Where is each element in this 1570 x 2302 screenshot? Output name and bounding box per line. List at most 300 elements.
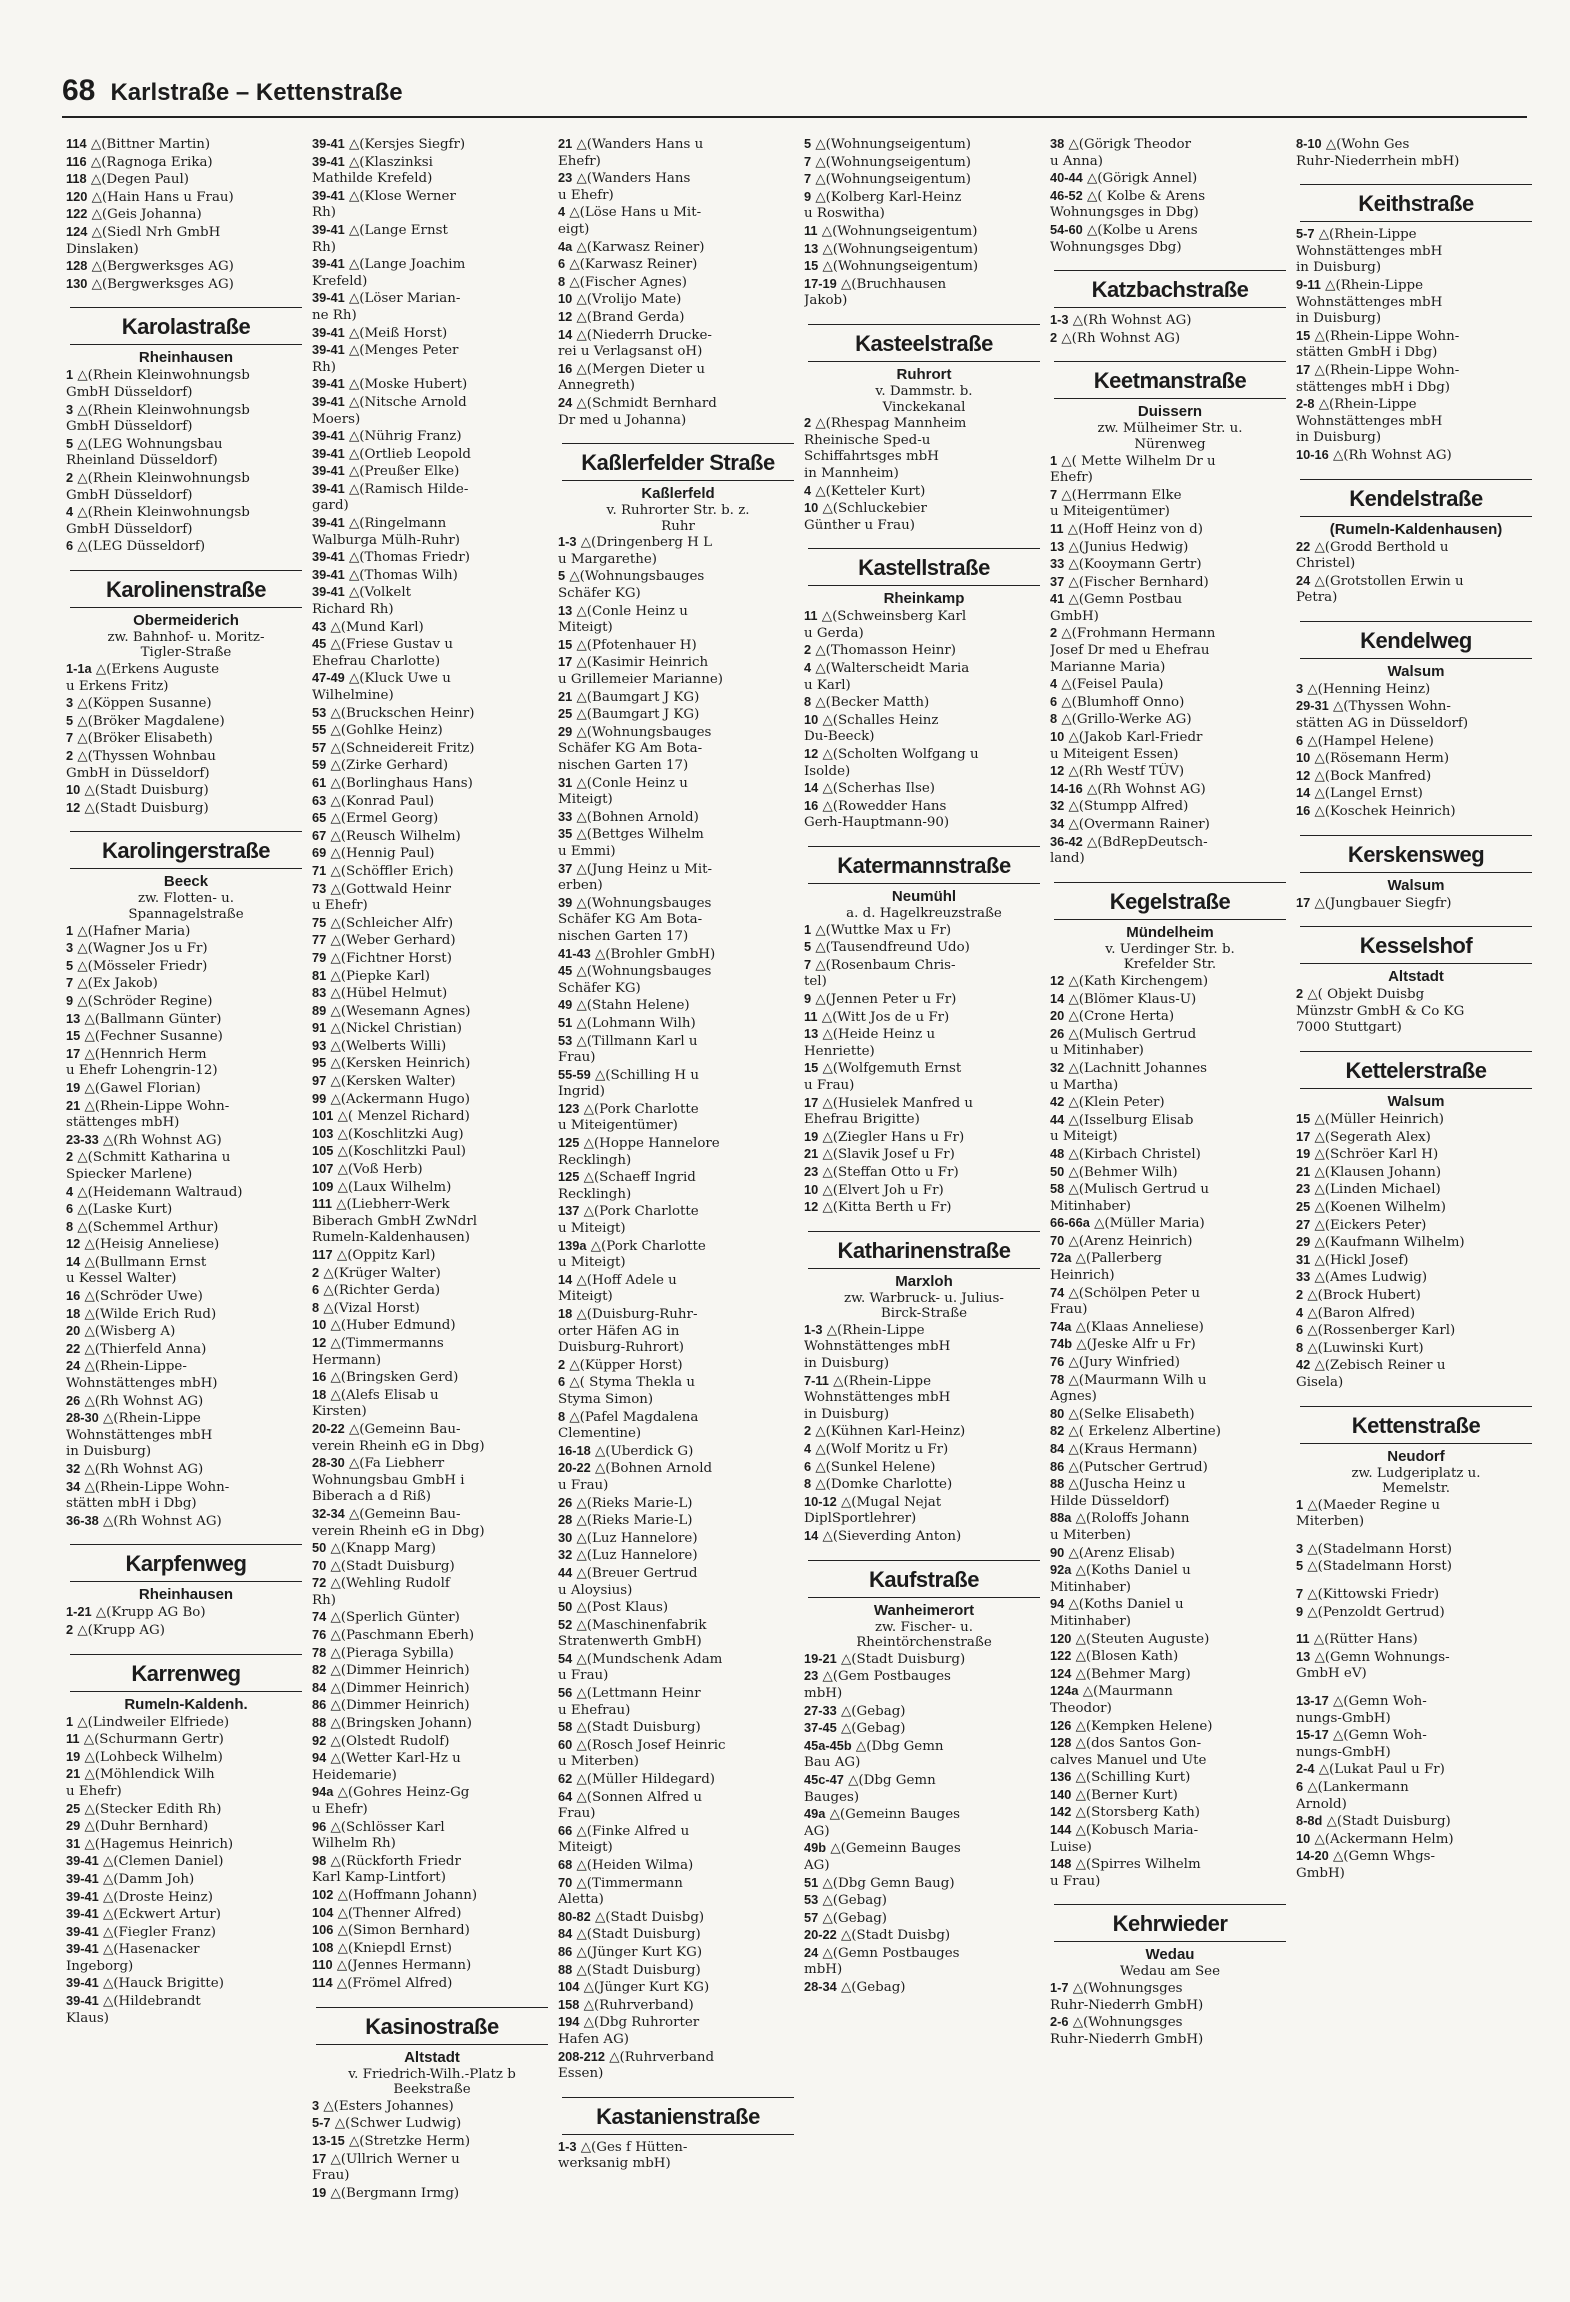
entry-continuation: Miterben) <box>1296 1514 1365 1530</box>
house-number: 1 <box>1296 1496 1304 1512</box>
address-entry <box>558 204 798 222</box>
owner-text: △(Heide Heinz u <box>818 1027 936 1043</box>
owner-text: △(Fechner Susanne) <box>80 1029 223 1045</box>
house-number: 3 <box>66 940 74 956</box>
house-number: 8 <box>1296 1339 1304 1355</box>
house-number: 2 <box>66 1149 74 1165</box>
owner-text: △(Wohnungseigentum) <box>811 154 972 170</box>
divider <box>1300 658 1532 659</box>
owner-text: △(Rhein-Lippe <box>1314 397 1417 413</box>
owner-text: △(Köppen Susanne) <box>73 696 212 712</box>
house-number: 3 <box>1296 680 1304 696</box>
district-name: Wedau <box>1145 1946 1195 1964</box>
divider <box>1300 516 1532 517</box>
owner-text: △(Hain Hans u Frau) <box>87 189 234 205</box>
owner-text: △(Ziegler Hans u Fr) <box>818 1129 965 1145</box>
address-entry <box>66 958 306 976</box>
address-entry <box>558 395 798 413</box>
address-entry <box>312 1161 552 1179</box>
address-entry <box>1296 986 1536 1004</box>
owner-text: △(Tausendfreund Udo) <box>811 940 970 956</box>
entry-continuation: u Frau) <box>804 1077 855 1093</box>
divider <box>808 1560 1040 1561</box>
house-number: 39-41 <box>312 153 345 169</box>
entry-continuation: u Gerda) <box>804 625 864 641</box>
owner-text: △(Kittowski Friedr) <box>1303 1587 1440 1603</box>
address-entry <box>558 775 798 793</box>
owner-text: △(Jakob Karl-Friedr <box>1064 730 1203 746</box>
house-number: 5 <box>66 435 74 451</box>
address-entry <box>804 1979 1044 1997</box>
house-number: 5 <box>1296 1558 1304 1574</box>
owner-text: △(Kitta Berth u Fr) <box>818 1200 952 1216</box>
owner-text: △(Stretzke Herm) <box>344 2133 471 2149</box>
address-entry <box>312 1003 552 1021</box>
owner-text: △(Isselburg Elisab <box>1064 1112 1194 1128</box>
house-number: 120 <box>1050 1630 1072 1646</box>
street-range: Ruhr <box>661 518 695 534</box>
address-entry <box>558 534 798 552</box>
owner-text: △(Gebag) <box>818 1893 887 1909</box>
divider <box>70 1544 302 1545</box>
owner-text: △(Scholten Wolfgang u <box>818 747 979 763</box>
address-entry <box>1050 1233 1290 1251</box>
house-number: 5 <box>804 939 812 955</box>
owner-text: △(Heiden Wilma) <box>572 1858 694 1873</box>
address-entry <box>66 1871 306 1889</box>
address-entry <box>558 1272 798 1290</box>
house-number: 10 <box>66 782 81 798</box>
address-entry <box>1296 698 1536 716</box>
address-entry <box>1050 816 1290 834</box>
house-number: 84 <box>312 1679 327 1695</box>
house-number: 34 <box>66 1478 81 1494</box>
entry-continuation: u Anna) <box>1050 153 1104 169</box>
address-entry <box>804 276 1044 294</box>
house-number: 5 <box>804 136 812 151</box>
house-number: 4 <box>804 1441 812 1457</box>
address-entry <box>1296 1497 1536 1515</box>
address-entry <box>1050 453 1290 471</box>
address-entry <box>558 1857 798 1875</box>
address-entry <box>1050 1856 1290 1874</box>
address-entry <box>312 1750 552 1768</box>
house-number: 8 <box>558 1408 566 1424</box>
address-entry <box>558 1015 798 1033</box>
owner-text: △(Kolberg Karl-Heinz <box>811 189 962 205</box>
house-number: 97 <box>312 1073 327 1089</box>
address-entry <box>558 654 798 672</box>
owner-text: △(Konrad Paul) <box>326 793 435 809</box>
entry-continuation: stätten AG in Düsseldorf) <box>1296 716 1469 732</box>
address-entry <box>66 136 306 154</box>
entry-continuation: Clementine) <box>558 1426 642 1442</box>
columns <box>66 136 1536 2286</box>
street-heading <box>1050 1904 1290 1942</box>
owner-text: △(Wohnungsbauges <box>572 964 712 980</box>
house-number: 15 <box>558 636 573 652</box>
owner-text: △(Moske Hubert) <box>344 377 468 393</box>
house-number: 2 <box>804 1423 812 1439</box>
owner-text: △(Ruhrverband <box>604 2049 715 2065</box>
owner-text: △(Junius Hedwig) <box>1064 539 1189 555</box>
owner-text: △(Thenner Alfred) <box>333 1905 462 1921</box>
owner-text: △(Möhlendick Wilh <box>80 1767 215 1783</box>
address-entry <box>804 241 1044 259</box>
entry-continuation: Mitinhaber) <box>1050 1613 1132 1629</box>
spacer <box>1296 1621 1536 1631</box>
address-entry <box>1296 136 1536 154</box>
house-number: 52 <box>558 1616 573 1632</box>
owner-text: △(Görigk Annel) <box>1082 171 1198 187</box>
district-name: Rumeln-Kaldenh. <box>124 1695 248 1713</box>
address-entry <box>66 695 306 713</box>
house-number: 16 <box>1296 803 1311 819</box>
house-number: 10 <box>1296 750 1311 766</box>
divider <box>70 1654 302 1655</box>
owner-text: △(Wilde Erich Rud) <box>80 1306 217 1322</box>
house-number: 44 <box>558 1564 573 1580</box>
house-number: 39-41 <box>312 393 345 409</box>
owner-text: △(Pafel Magdalena <box>565 1409 699 1425</box>
house-number: 70 <box>1050 1232 1065 1248</box>
entry-continuation: Ruhr-Niederrhein mbH) <box>1296 153 1460 169</box>
house-number: 2 <box>1296 1286 1304 1302</box>
house-number: 22 <box>1296 538 1311 554</box>
address-entry <box>1050 1406 1290 1424</box>
house-number: 103 <box>312 1125 334 1141</box>
owner-text: △(Karwasz Reiner) <box>572 239 705 255</box>
owner-text: △(Ames Ludwig) <box>1310 1270 1428 1286</box>
divider <box>808 883 1040 884</box>
house-number: 19-21 <box>804 1650 837 1666</box>
house-number: 91 <box>312 1020 327 1036</box>
address-entry <box>558 361 798 379</box>
house-number: 28-30 <box>312 1455 345 1471</box>
entry-continuation: u Kessel Walter) <box>66 1271 177 1287</box>
entry-continuation: Miteigt) <box>558 620 613 636</box>
house-number: 54 <box>558 1650 573 1666</box>
address-entry <box>1050 1718 1290 1736</box>
owner-text: △(Sieverding Anton) <box>818 1529 962 1544</box>
entry-continuation: Karl Kamp-Lintfort) <box>312 1870 446 1886</box>
address-entry <box>66 154 306 172</box>
address-entry <box>558 1719 798 1737</box>
house-number: 8 <box>804 1476 812 1492</box>
house-number: 15 <box>804 1060 819 1076</box>
address-entry <box>558 274 798 292</box>
divider <box>1054 882 1286 883</box>
house-number: 15 <box>1296 1111 1311 1126</box>
divider <box>808 846 1040 847</box>
owner-text: △( Mette Wilhelm Dr u <box>1057 453 1216 469</box>
owner-text: △(Wolfgemuth Ernst <box>818 1061 962 1077</box>
entry-continuation: Wohnungsbau GmbH i <box>312 1472 465 1488</box>
owner-text: △(Preußer Elke) <box>344 464 460 480</box>
entry-continuation: Agnes) <box>1050 1389 1097 1405</box>
owner-text: △(Olstedt Rudolf) <box>326 1733 450 1749</box>
house-number: 7 <box>1050 486 1058 502</box>
divider <box>70 344 302 345</box>
address-entry <box>804 189 1044 207</box>
divider <box>808 1597 1040 1598</box>
owner-text: △(Post Klaus) <box>572 1600 669 1616</box>
entry-continuation: in Duisburg) <box>804 1356 890 1372</box>
owner-text: △(Mergen Dieter u <box>572 361 705 377</box>
entry-continuation: nischen Garten 17) <box>558 758 689 773</box>
entry-continuation: Marianne Maria) <box>1050 659 1166 675</box>
owner-text: △(Gohlke Heinz) <box>326 723 443 739</box>
entry-continuation: Walburga Mülh-Ruhr) <box>312 532 460 548</box>
owner-text: △(Gemeinn Bau- <box>344 1421 461 1437</box>
owner-text: △(Stadt Duisburg) <box>572 1927 701 1943</box>
owner-text: △(Maschinenfabrik <box>572 1617 707 1633</box>
address-entry <box>66 1993 306 2011</box>
house-number: 37 <box>1050 573 1065 589</box>
owner-text: △(Linden Michael) <box>1310 1182 1441 1198</box>
address-entry <box>804 1164 1044 1182</box>
divider <box>808 585 1040 586</box>
owner-text: △(Siedl Nrh GmbH <box>87 224 221 240</box>
address-entry <box>558 997 798 1015</box>
house-number: 78 <box>1050 1371 1065 1387</box>
address-entry <box>312 1540 552 1558</box>
address-entry <box>1050 170 1290 188</box>
owner-text: △(Wohnungseigentum) <box>818 241 979 257</box>
house-number: 86 <box>312 1697 327 1713</box>
house-number: 148 <box>1050 1856 1072 1872</box>
entry-continuation: Schäfer KG) <box>558 980 641 996</box>
entry-continuation: Duisburg-Ruhrort) <box>558 1340 685 1356</box>
street-heading <box>804 846 1044 884</box>
owner-text: △(Huber Edmund) <box>326 1318 456 1334</box>
address-entry <box>1050 1372 1290 1390</box>
house-number: 17 <box>804 1094 819 1110</box>
entry-continuation: Gisela) <box>1296 1374 1344 1390</box>
house-number: 74 <box>1050 1284 1065 1300</box>
house-number: 1 <box>66 1713 74 1729</box>
street-range: Nürenweg <box>1134 436 1206 452</box>
address-entry <box>1296 1813 1536 1831</box>
entry-continuation: mbH) <box>804 1962 843 1978</box>
house-number: 2 <box>66 748 74 764</box>
owner-text: △(Schmidt Bernhard <box>572 395 717 411</box>
address-entry <box>312 515 552 533</box>
owner-text: △(Kirbach Christel) <box>1064 1146 1201 1162</box>
owner-text: △(Lettmann Heinr <box>572 1686 701 1702</box>
entry-continuation: DiplSportlehrer) <box>804 1511 917 1527</box>
owner-text: △(Putscher Gertrud) <box>1064 1459 1208 1475</box>
house-number: 98 <box>312 1852 327 1868</box>
house-number: 29 <box>66 1818 81 1834</box>
house-number: 33 <box>1296 1269 1311 1285</box>
street-heading <box>1050 882 1290 920</box>
entry-continuation: mbH) <box>804 1685 843 1701</box>
owner-text: △(Nickel Christian) <box>326 1021 463 1037</box>
owner-text: △(Duisburg-Ruhr- <box>572 1307 698 1322</box>
house-number: 23 <box>558 170 573 186</box>
owner-text: △(Stadt Duisburg) <box>1322 1814 1451 1830</box>
owner-text: △(Kühnen Karl-Heinz) <box>811 1424 966 1440</box>
owner-text: △(Wetter Karl-Hz u <box>326 1751 461 1767</box>
address-entry <box>1050 781 1290 799</box>
address-entry <box>1050 1631 1290 1649</box>
address-entry <box>312 1957 552 1975</box>
entry-continuation: GmbH Düsseldorf) <box>66 521 193 537</box>
divider <box>808 548 1040 549</box>
house-number: 17 <box>558 654 573 670</box>
street-heading <box>66 307 306 345</box>
house-number: 45c-47 <box>804 1771 844 1787</box>
owner-text: △(Rieks Marie-L) <box>572 1513 693 1529</box>
address-entry <box>66 1749 306 1767</box>
address-entry <box>1050 1735 1290 1753</box>
house-number: 48 <box>1050 1145 1065 1161</box>
house-number: 45 <box>558 963 573 979</box>
owner-text: △(Rosenbaum Chris- <box>811 957 956 973</box>
entry-continuation: GmbH) <box>1050 608 1099 624</box>
address-entry <box>312 1627 552 1645</box>
owner-text: △(Rowedder Hans <box>818 798 947 814</box>
house-number: 21 <box>66 1097 81 1113</box>
entry-continuation: Schäfer KG) <box>558 586 641 602</box>
address-entry <box>1296 750 1536 768</box>
house-number: 39-41 <box>66 1870 99 1886</box>
house-number: 54-60 <box>1050 221 1083 237</box>
house-number: 39-41 <box>66 1853 99 1869</box>
address-entry <box>1296 1234 1536 1252</box>
address-entry <box>804 1651 1044 1669</box>
address-entry <box>558 603 798 621</box>
owner-text: △(Kooymann Gertr) <box>1064 557 1202 573</box>
district-name: Ruhrort <box>896 365 952 383</box>
address-entry <box>66 800 306 818</box>
street-name: Katharinenstraße <box>837 1237 1011 1263</box>
owner-text: △(Jeske Alfr u Fr) <box>1072 1337 1196 1353</box>
address-entry <box>312 1733 552 1751</box>
owner-text: △(Klaas Anneliese) <box>1071 1319 1204 1335</box>
address-entry <box>558 689 798 707</box>
address-entry <box>804 1476 1044 1494</box>
house-number: 39-41 <box>312 342 345 358</box>
owner-text: △(Steuten Auguste) <box>1071 1631 1210 1647</box>
owner-text: △(Eickers Peter) <box>1310 1217 1427 1233</box>
divider <box>70 1691 302 1692</box>
street-name: Kettenstraße <box>1351 1412 1481 1438</box>
address-entry <box>66 975 306 993</box>
street-heading <box>1050 361 1290 399</box>
house-number: 10-12 <box>804 1493 837 1509</box>
address-entry <box>1296 1252 1536 1270</box>
divider <box>1300 1406 1532 1407</box>
owner-text: △(Rhein-Lippe <box>1320 277 1424 293</box>
entry-continuation: stätten mbH i Dbg) <box>66 1496 197 1512</box>
owner-text: △(Knapp Marg) <box>326 1541 436 1557</box>
house-number: 2 <box>66 1621 74 1637</box>
house-number: 122 <box>66 206 88 222</box>
owner-text: △(Lohmann Wilh) <box>572 1015 696 1031</box>
owner-text: △(Hoff Adele u <box>572 1272 677 1288</box>
owner-text: △(Mulisch Gertrud u <box>1064 1182 1210 1198</box>
owner-text: △(Schweinsberg Karl <box>817 609 967 625</box>
address-entry <box>558 1565 798 1583</box>
house-number: 67 <box>312 827 327 843</box>
entry-continuation: Wohnungsges in Dbg) <box>1050 205 1199 221</box>
address-entry <box>66 1889 306 1907</box>
owner-text: △(Stecker Edith Rh) <box>80 1801 222 1817</box>
house-number: 28-30 <box>66 1410 99 1426</box>
house-number: 26 <box>558 1494 573 1510</box>
house-number: 15 <box>1296 327 1311 343</box>
column-2 <box>312 136 552 2286</box>
owner-text: △(Rh Wohnst AG) <box>1328 447 1452 463</box>
house-number: 39-41 <box>66 1941 99 1957</box>
house-number: 7 <box>66 730 74 746</box>
divider <box>808 361 1040 362</box>
owner-text: △(Gemeinn Bauges <box>826 1841 961 1857</box>
address-entry <box>312 1680 552 1698</box>
owner-text: △(Stadt Duisburg) <box>80 800 209 816</box>
house-number: 19 <box>66 1079 81 1095</box>
house-number: 2-4 <box>1296 1761 1315 1777</box>
owner-text: △(Schröder Uwe) <box>80 1289 203 1305</box>
address-entry <box>1050 1026 1290 1044</box>
house-number: 50 <box>312 1540 327 1556</box>
entry-continuation: Hafen AG) <box>558 2031 630 2047</box>
address-entry <box>1050 330 1290 348</box>
address-entry <box>558 1926 798 1944</box>
house-number: 13 <box>804 1026 819 1042</box>
divider <box>1054 361 1286 362</box>
house-number: 69 <box>312 845 327 861</box>
address-entry <box>1296 362 1536 380</box>
house-number: 39-41 <box>312 445 345 461</box>
house-number: 39-41 <box>66 1993 99 2009</box>
owner-text: △(Grillo-Werke AG) <box>1057 712 1192 728</box>
entry-continuation: werksanig mbH) <box>558 2156 671 2172</box>
house-number: 17 <box>312 2150 327 2166</box>
house-number: 75 <box>312 914 327 930</box>
address-entry <box>1296 1586 1536 1604</box>
owner-text: △(Rh Westf TÜV) <box>1064 764 1185 780</box>
district-name: Neudorf <box>1387 1447 1445 1465</box>
address-entry <box>312 775 552 793</box>
house-number: 25 <box>1296 1198 1311 1214</box>
address-entry <box>558 2049 798 2067</box>
owner-text: △(Rh Wohnst AG) <box>98 1513 222 1529</box>
house-number: 84 <box>1050 1441 1065 1456</box>
house-number: 13 <box>558 602 573 618</box>
owner-text: △(dos Santos Gon- <box>1071 1736 1202 1752</box>
owner-text: △(Feisel Paula) <box>1057 677 1164 693</box>
entry-continuation: Isolde) <box>804 763 851 779</box>
house-number: 109 <box>312 1178 334 1194</box>
address-entry <box>558 1460 798 1478</box>
house-number: 77 <box>312 932 327 948</box>
entry-continuation: u Miteigt) <box>1050 1129 1118 1145</box>
house-number: 33 <box>558 808 573 824</box>
house-number: 5-7 <box>312 2115 331 2131</box>
address-entry <box>558 861 798 879</box>
owner-text: △(Conle Heinz u <box>572 603 688 619</box>
house-number: 10 <box>558 291 573 307</box>
street-name: Kendelweg <box>1360 627 1472 653</box>
house-number: 12 <box>66 1236 81 1252</box>
address-entry <box>1050 1980 1290 1998</box>
entry-continuation: Hilde Düsseldorf) <box>1050 1493 1170 1509</box>
address-entry <box>558 1101 798 1119</box>
district-name: Mündelheim <box>1126 923 1214 941</box>
